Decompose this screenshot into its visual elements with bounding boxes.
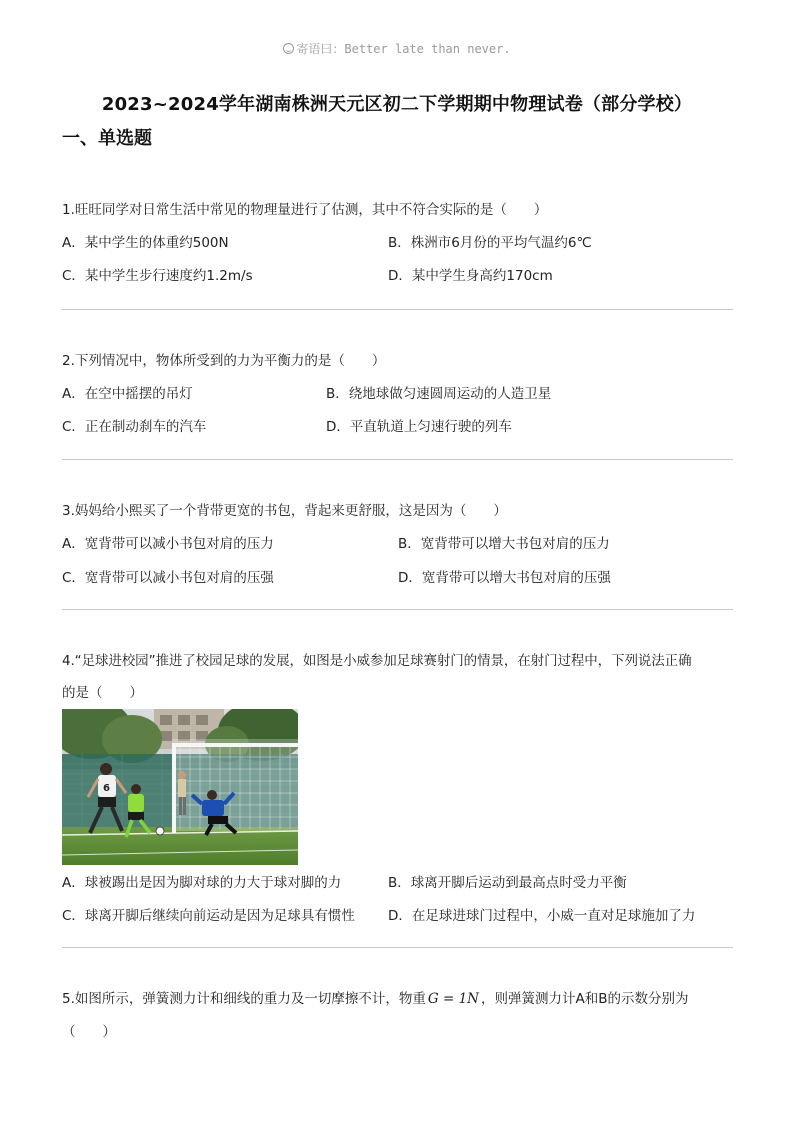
q1-option-d[interactable]: D．某中学生身高约170cm [388,268,553,284]
question-4-stem-line2: 的是（ ） [62,685,143,701]
motto-header [0,40,794,57]
question-1-stem: 1.旺旺同学对日常生活中常见的物理量进行了估测，其中不符合实际的是（ ） [62,202,548,218]
question-2-stem: 2.下列情况中，物体所受到的力为平衡力的是（ ） [62,353,386,369]
q4-option-d[interactable]: D．在足球进球门过程中，小威一直对足球施加了力 [388,908,696,924]
question-4-stem-line1: 4.“足球进校园”推进了校园足球的发展，如图是小威参加足球赛射门的情景，在射门过程中，下列说法正确 [62,653,692,669]
q5-math: G = 1N [427,991,479,1007]
question-5-stem-line2: （ ） [62,1024,116,1040]
q2-option-b[interactable]: B．绕地球做匀速圆周运动的人造卫星 [326,386,552,402]
q1-option-b[interactable]: B．株洲市6月份的平均气温约6℃ [388,235,592,251]
q3-option-a[interactable]: A．宽背带可以减小书包对肩的压力 [62,536,274,552]
question-divider [62,309,733,310]
q4-option-c[interactable]: C．球离开脚后继续向前运动是因为足球具有惯性 [62,908,355,924]
exam-title: 2023~2024学年湖南株洲天元区初二下学期期中物理试卷（部分学校） [101,94,693,115]
q5-stem-text-end: ，则弹簧测力计A和B的示数分别为 [480,991,689,1007]
q4-option-b[interactable]: B．球离开脚后运动到最高点时受力平衡 [388,875,627,891]
question-divider [62,609,733,610]
q2-option-c[interactable]: C．正在制动刹车的汽车 [62,419,207,435]
q2-option-d[interactable]: D．平直轨道上匀速行驶的列车 [326,419,512,435]
question-divider [62,459,733,460]
q5-stem-text: 5.如图所示，弹簧测力计和细线的重力及一切摩擦不计，物重 [62,991,426,1007]
q2-option-a[interactable]: A．在空中摇摆的吊灯 [62,386,193,402]
q3-option-b[interactable]: B．宽背带可以增大书包对肩的压力 [398,536,610,552]
motto-text: 寄语曰：Better late than never. [296,42,511,56]
q1-option-c[interactable]: C．某中学生步行速度约1.2m/s [62,268,253,284]
smile-icon [283,43,294,54]
section-heading: 一、单选题 [62,128,152,149]
q3-option-d[interactable]: D．宽背带可以增大书包对肩的压强 [398,570,611,586]
q1-option-a[interactable]: A．某中学生的体重约500N [62,235,229,251]
question-3-stem: 3.妈妈给小熙买了一个背带更宽的书包，背起来更舒服，这是因为（ ） [62,503,507,519]
question-5-stem [62,989,732,1009]
soccer-photo [62,709,298,865]
q3-option-c[interactable]: C．宽背带可以减小书包对肩的压强 [62,570,274,586]
q4-option-a[interactable]: A．球被踢出是因为脚对球的力大于球对脚的力 [62,875,342,891]
question-divider [62,947,733,948]
jersey-number: 6 [103,783,110,794]
